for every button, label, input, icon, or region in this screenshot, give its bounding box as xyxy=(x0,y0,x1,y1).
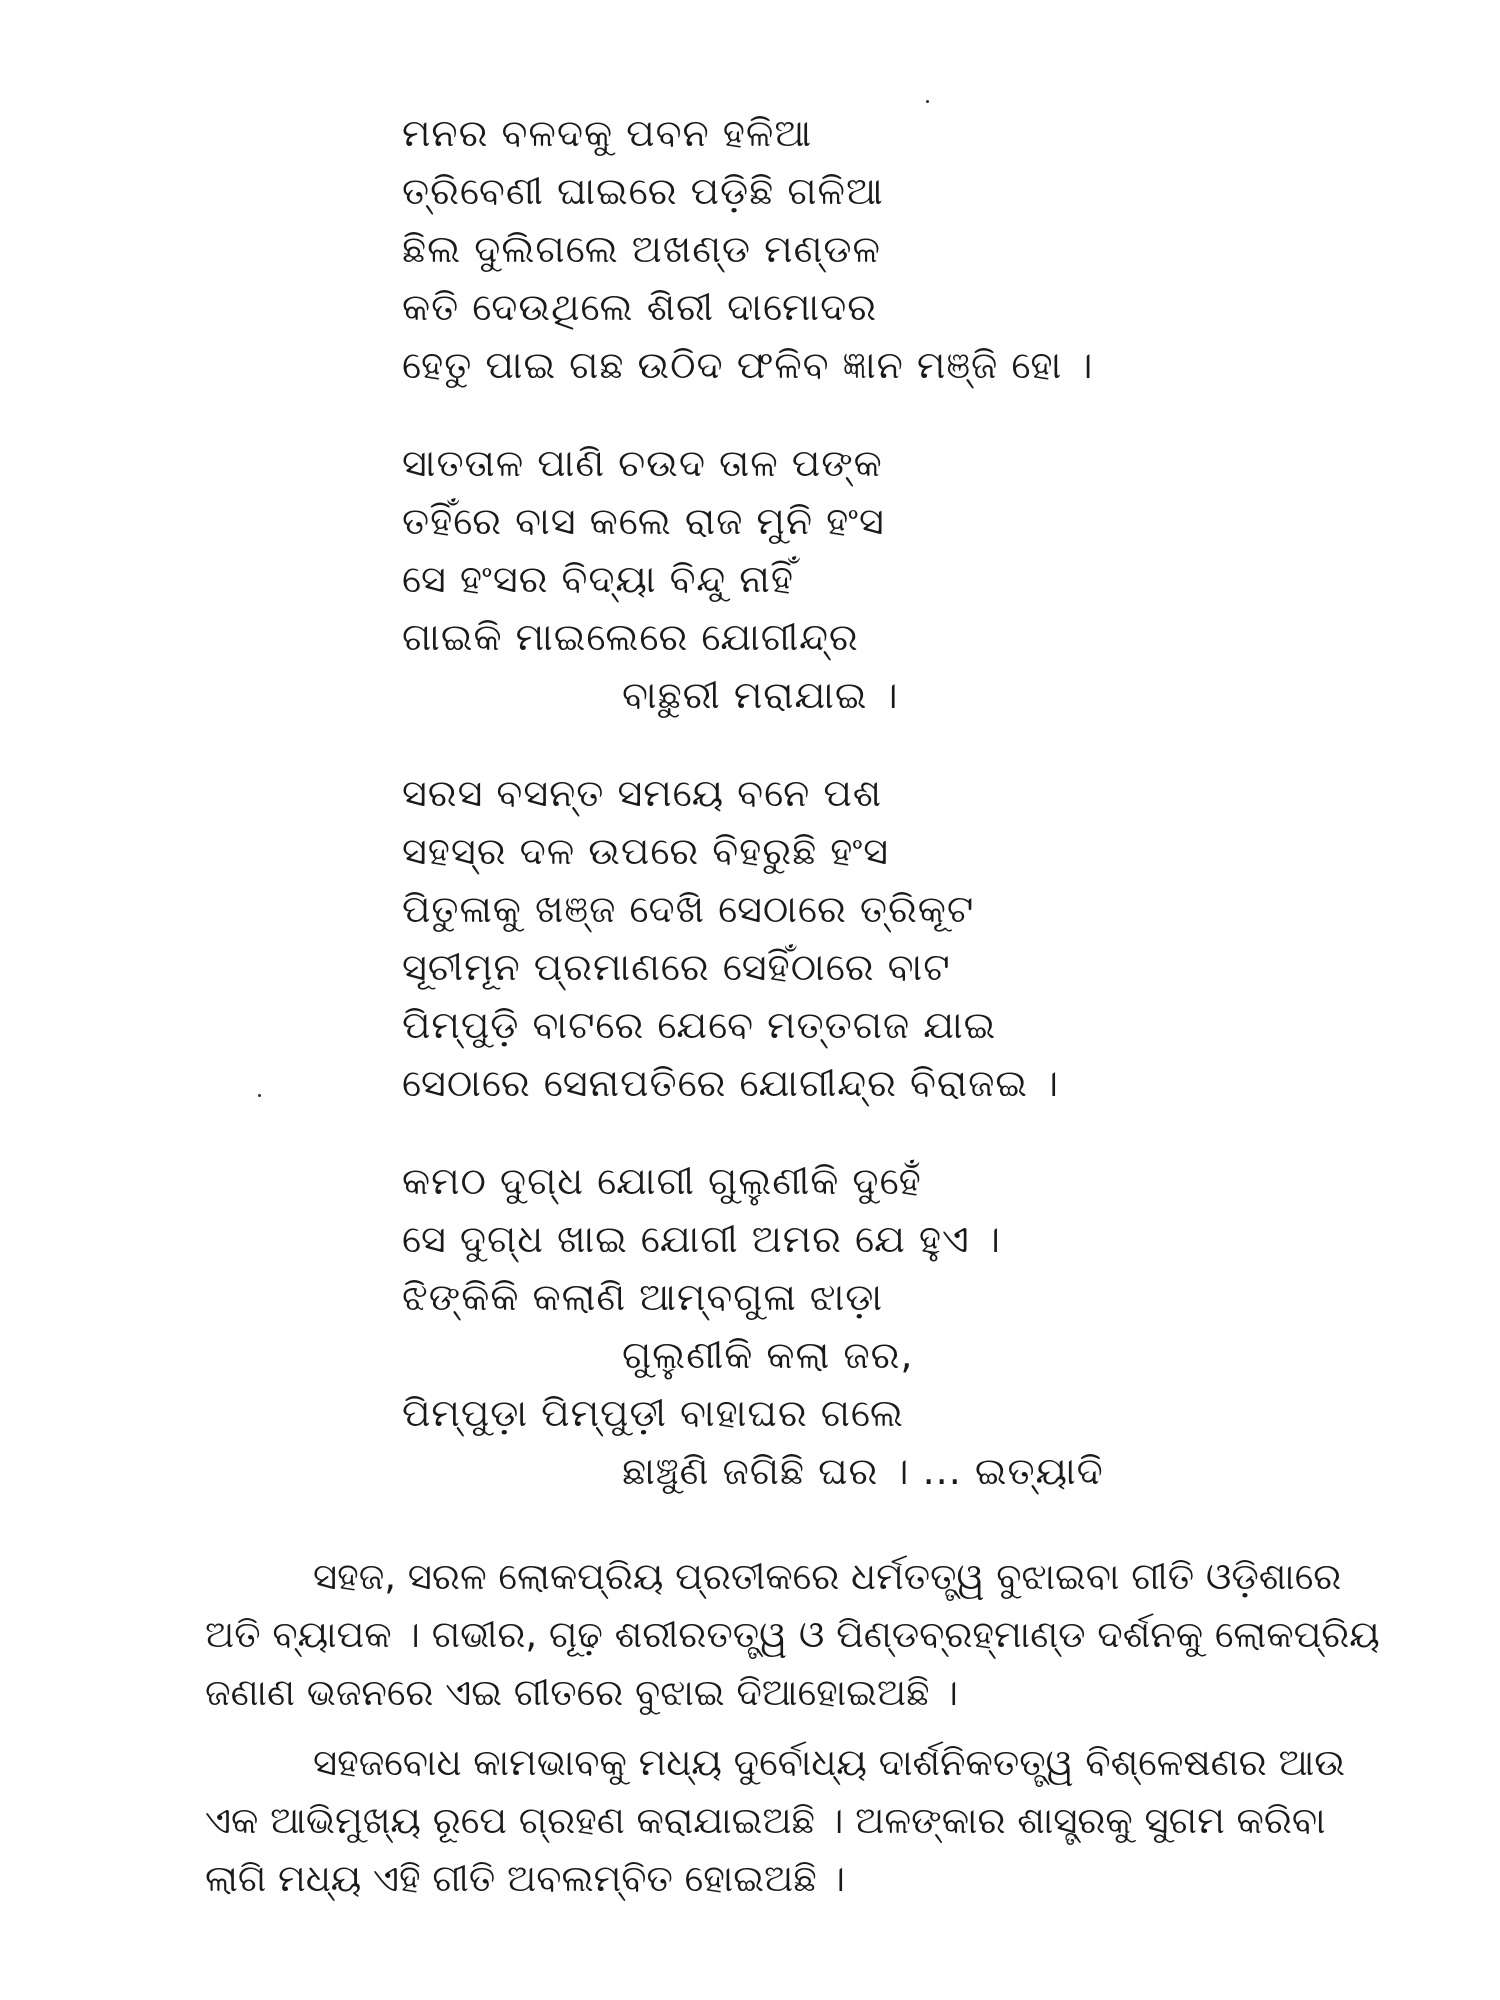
poem-line: କମଠ ଦୁଗ୍ଧ ଯୋଗୀ ଗୁଲୁଣୀକି ଦୁହେଁ xyxy=(402,1159,922,1203)
prose-paragraph-1 xyxy=(205,1548,1380,1722)
poem-stanza-2 xyxy=(402,434,1442,724)
poem-line: ସରସ ବସନ୍ତ ସମୟେ ବନେ ପଶ xyxy=(402,771,883,815)
prose-line: ଏକ ଆଭିମୁଖ୍ୟ ରୂପେ ଗ୍ରହଣ କରାଯାଇଅଛି । ଅଳଙ୍କାର ଶାସ୍ତ୍ରକୁ ସୁଗମ କରିବା xyxy=(205,1799,1326,1842)
prose-line: ସହଜବୋଧ କାମଭାବକୁ ମଧ୍ୟ ଦୁର୍ବୋଧ୍ୟ ଦାର୍ଶନିକତତ୍ତ୍ୱ ବିଶ୍ଳେଷଣର ଆଉ xyxy=(313,1741,1346,1784)
poem-line-indented: ବାଛୁରୀ ମରାଯାଇ । xyxy=(622,673,899,717)
poem-line: ସାତତାଳ ପାଣି ଚଉଦ ତାଳ ପଙ୍କ xyxy=(402,441,883,485)
poem-line: ସେ ହଂସର ବିଦ୍ୟା ବିନ୍ଦୁ ନାହିଁ xyxy=(402,557,794,601)
prose-line: ଜଣାଣ ଭଜନରେ ଏଇ ଗୀତରେ ବୁଝାଇ ଦିଆହୋଇଅଛି । xyxy=(205,1671,958,1714)
poem-line: ମନର ବଳଦକୁ ପବନ ହଳିଆ xyxy=(402,111,813,155)
prose-line: ଲାଗି ମଧ୍ୟ ଏହି ଗୀତି ଅବଲମ୍ବିତ ହୋଇଅଛି । xyxy=(205,1857,846,1900)
poem xyxy=(402,104,1442,1540)
print-speck xyxy=(926,100,929,103)
poem-line: ସହସ୍ର ଦଳ ଉପରେ ବିହରୁଛି ହଂସ xyxy=(402,829,889,873)
poem-line: ତହିଁରେ ବାସ କଲେ ରାଜ ମୁନି ହଂସ xyxy=(402,499,885,543)
poem-line: ଛିଲ ଦୁଲିଗଲେ ଅଖଣ୍ଡ ମଣ୍ଡଳ xyxy=(402,227,881,271)
poem-stanza-1 xyxy=(402,104,1442,394)
poem-line: ତ୍ରିବେଣୀ ଘାଇରେ ପଡ଼ିଛି ଗଳିଆ xyxy=(402,169,884,213)
poem-line: ଗାଇକି ମାଇଲେରେ ଯୋଗୀନ୍ଦ୍ର xyxy=(402,615,859,659)
prose-body xyxy=(205,1548,1380,1920)
poem-line: ସୂଚୀମୂନ ପ୍ରମାଣରେ ସେହିଁଠାରେ ବାଟ xyxy=(402,945,951,989)
print-speck xyxy=(258,1094,261,1097)
poem-line: ଝିଙ୍କିକି କଲାଣି ଆମ୍ବଗୁଳା ଝାଡ଼ା xyxy=(402,1275,884,1319)
poem-line: ସେଠାରେ ସେନାପତିରେ ଯୋଗୀନ୍ଦ୍ର ବିରାଜଇ । xyxy=(402,1061,1060,1105)
poem-line: ପିମ୍ପୁଡ଼ା ପିମ୍ପୁଡ଼ୀ ବାହାଘର ଗଲେ xyxy=(402,1391,904,1435)
prose-line: ସହଜ, ସରଳ ଲୋକପ୍ରିୟ ପ୍ରତୀକରେ ଧର୍ମତତ୍ତ୍ୱ ବୁଝାଇବା ଗୀତି ଓଡ଼ିଶାରେ xyxy=(313,1555,1342,1598)
poem-line: ହେତୁ ପାଇ ଗଛ ଉଠିଦ ଫଳିବ ଜ୍ଞାନ ମଞ୍ଜି ହୋ । xyxy=(402,343,1094,387)
poem-line-indented: ଗୁଲୁଣୀକି କଲା ଜର, xyxy=(622,1333,914,1377)
poem-line: ସେ ଦୁଗ୍ଧ ଖାଇ ଯୋଗୀ ଅମର ଯେ ହୁଏ । xyxy=(402,1217,1001,1261)
poem-stanza-3 xyxy=(402,764,1442,1112)
poem-line: କତି ଦେଉଥିଲେ ଶିରୀ ଦାମୋଦର xyxy=(402,285,878,329)
poem-line: ପିତୁଳାକୁ ଖଞ୍ଜ ଦେଖି ସେଠାରେ ତ୍ରିକୂଟ xyxy=(402,887,975,931)
prose-line: ଅତି ବ୍ୟାପକ । ଗଭୀର, ଗୂଢ଼ ଶରୀରତତ୍ତ୍ୱ ଓ ପିଣ୍ଡବ୍ରହ୍ମାଣ୍ଡ ଦର୍ଶନକୁ ଲୋକପ୍ରିୟ xyxy=(205,1613,1380,1656)
poem-line-indented: ଛାଞ୍ଚୁଣି ଜଗିଛି ଘର । ... ଇତ୍ୟାଦି xyxy=(622,1449,1104,1493)
prose-paragraph-2 xyxy=(205,1734,1346,1908)
poem-stanza-4 xyxy=(402,1152,1442,1500)
poem-line: ପିମ୍ପୁଡ଼ି ବାଟରେ ଯେବେ ମତ୍ତଗଜ ଯାଇ xyxy=(402,1003,997,1047)
